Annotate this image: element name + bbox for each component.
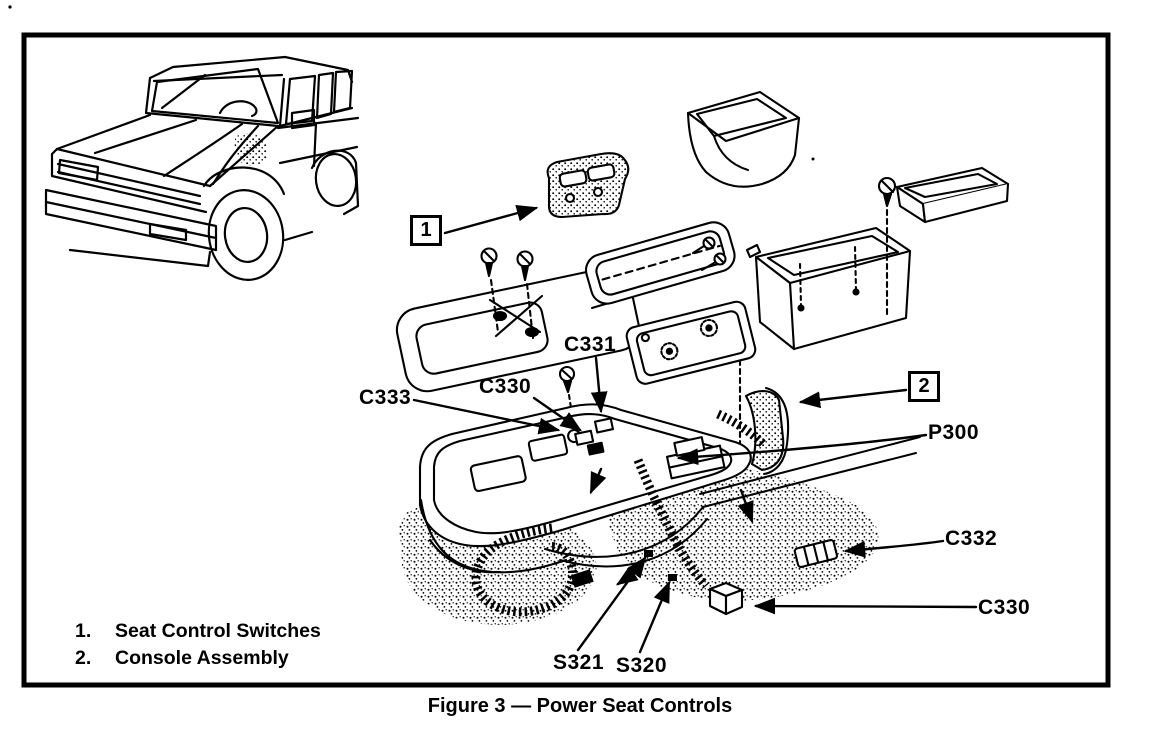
cup-holder-bin (688, 92, 799, 187)
switch-face-plate (625, 300, 757, 386)
callout-p300: P300 (928, 421, 980, 444)
callout-c331: C331 (564, 333, 617, 356)
connector-c330-part (710, 583, 742, 614)
splice-s321-part (644, 550, 653, 557)
callout-s321: S321 (553, 651, 605, 674)
armrest-lid (582, 219, 738, 308)
callout-c333: C333 (359, 386, 412, 409)
legend-item-2 (75, 645, 321, 672)
item-box-2 (908, 371, 940, 402)
splice-s320-part (668, 574, 677, 581)
callout-s320: S320 (616, 654, 668, 677)
legend (75, 618, 321, 672)
item-box-1 (410, 215, 442, 246)
callout-c330-top: C330 (479, 375, 532, 398)
item-box-2-label: 2 (918, 375, 930, 397)
figure-caption: Figure 3 — Power Seat Controls (427, 695, 733, 717)
item-box-1-label: 1 (420, 219, 432, 241)
legend-item-1-number: 1. (75, 620, 92, 642)
callout-c332: C332 (945, 527, 998, 550)
callout-c330-bottom: C330 (978, 596, 1031, 619)
legend-item-1 (75, 618, 321, 645)
legend-item-2-number: 2. (75, 647, 92, 669)
legend-item-2-label: Console Assembly (115, 647, 289, 669)
seat-switch-plate (548, 153, 629, 217)
small-tray (897, 168, 1008, 222)
legend-item-1-label: Seat Control Switches (115, 620, 321, 642)
vehicle-illustration (46, 57, 359, 285)
